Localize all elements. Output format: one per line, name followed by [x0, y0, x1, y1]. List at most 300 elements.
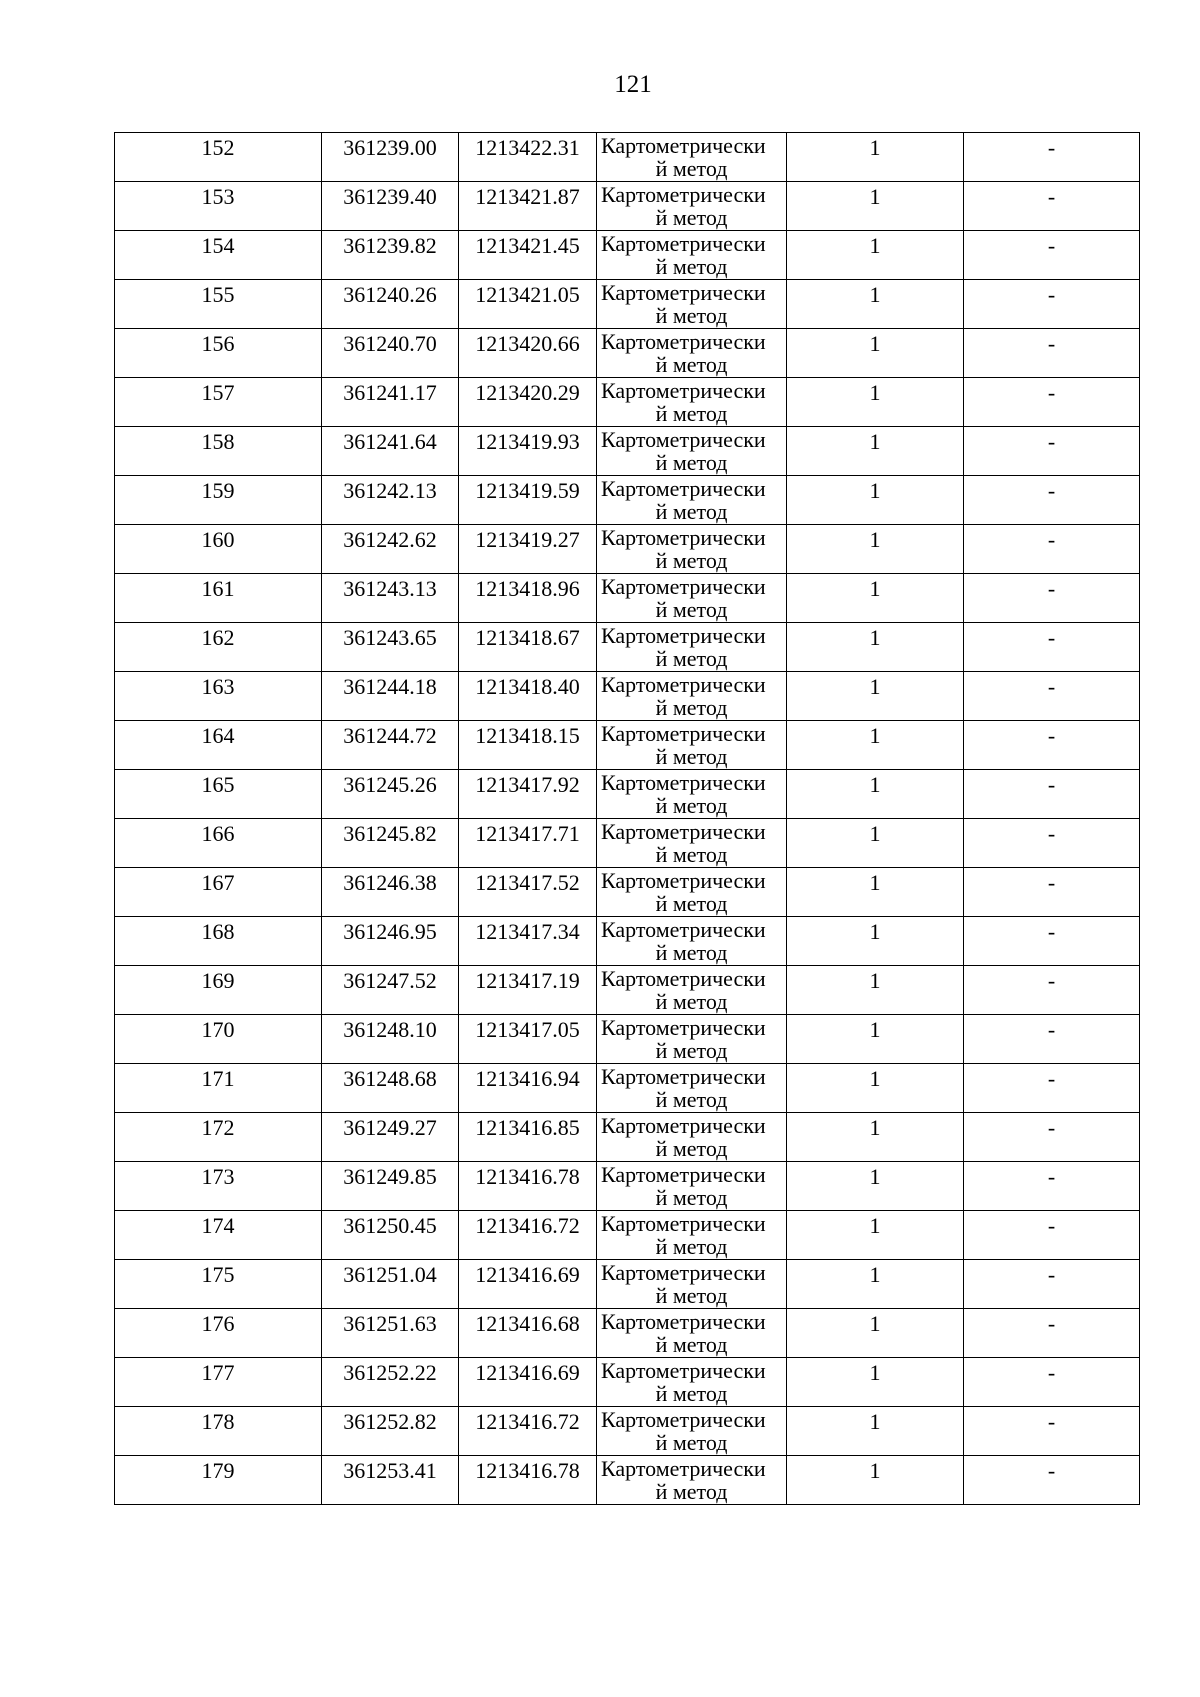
note-cell	[964, 329, 1140, 378]
point-number-cell	[115, 1358, 322, 1407]
x-coordinate-cell	[322, 1113, 459, 1162]
table-row	[115, 1211, 1140, 1260]
method-cell	[597, 1113, 787, 1162]
point-number: 160	[201, 527, 235, 552]
note-value: -	[1047, 576, 1056, 601]
y-coordinate: 1213417.05	[475, 1017, 580, 1042]
table-row	[115, 623, 1140, 672]
x-coordinate-cell	[322, 623, 459, 672]
method-text	[597, 1064, 786, 1112]
accuracy-cell	[787, 133, 964, 182]
method-cell	[597, 770, 787, 819]
note-value: -	[1047, 625, 1056, 650]
point-number: 173	[201, 1164, 235, 1189]
method-cell	[597, 525, 787, 574]
method-cell	[597, 1162, 787, 1211]
point-number-cell	[115, 525, 322, 574]
y-coordinate: 1213420.29	[475, 380, 580, 405]
accuracy-value: 1	[869, 478, 881, 503]
note-value: -	[1047, 527, 1056, 552]
y-coordinate: 1213421.45	[475, 233, 580, 258]
method-line-2: й метод	[655, 303, 728, 328]
x-coordinate-cell	[322, 427, 459, 476]
x-coordinate-cell	[322, 1064, 459, 1113]
note-value: -	[1047, 1458, 1056, 1483]
y-coordinate: 1213416.72	[475, 1409, 580, 1434]
note-value: -	[1047, 1409, 1056, 1434]
accuracy-value: 1	[869, 1262, 881, 1287]
table-row	[115, 1162, 1140, 1211]
method-text	[597, 378, 786, 426]
x-coordinate-cell	[322, 525, 459, 574]
point-number: 170	[201, 1017, 235, 1042]
y-coordinate: 1213416.72	[475, 1213, 580, 1238]
x-coordinate: 361250.45	[343, 1213, 437, 1238]
y-coordinate-cell	[459, 427, 597, 476]
page-number: 121	[614, 71, 652, 98]
point-number-cell	[115, 574, 322, 623]
x-coordinate-cell	[322, 574, 459, 623]
accuracy-cell	[787, 1358, 964, 1407]
method-line-1: Картометрически	[601, 1407, 766, 1432]
note-value: -	[1047, 1311, 1056, 1336]
x-coordinate: 361239.82	[343, 233, 437, 258]
point-number-cell	[115, 1162, 322, 1211]
x-coordinate-cell	[322, 280, 459, 329]
point-number: 168	[201, 919, 235, 944]
point-number: 175	[201, 1262, 235, 1287]
method-line-1: Картометрически	[601, 1113, 766, 1138]
method-cell	[597, 1309, 787, 1358]
note-value: -	[1047, 1115, 1056, 1140]
note-value: -	[1047, 821, 1056, 846]
point-number: 179	[201, 1458, 235, 1483]
method-text	[597, 133, 786, 181]
y-coordinate-cell	[459, 378, 597, 427]
point-number-cell	[115, 476, 322, 525]
method-line-1: Картометрически	[601, 182, 766, 207]
point-number: 165	[201, 772, 235, 797]
accuracy-value: 1	[869, 1311, 881, 1336]
method-text	[597, 770, 786, 818]
x-coordinate: 361239.40	[343, 184, 437, 209]
accuracy-value: 1	[869, 821, 881, 846]
note-cell	[964, 182, 1140, 231]
y-coordinate: 1213417.52	[475, 870, 580, 895]
y-coordinate-cell	[459, 1064, 597, 1113]
accuracy-cell	[787, 721, 964, 770]
point-number-cell	[115, 1015, 322, 1064]
y-coordinate-cell	[459, 231, 597, 280]
method-line-2: й метод	[655, 1087, 728, 1112]
x-coordinate: 361252.22	[343, 1360, 437, 1385]
accuracy-cell	[787, 1162, 964, 1211]
y-coordinate-cell	[459, 1162, 597, 1211]
point-number: 177	[201, 1360, 235, 1385]
point-number-cell	[115, 280, 322, 329]
y-coordinate-cell	[459, 1456, 597, 1505]
accuracy-cell	[787, 1113, 964, 1162]
table-row	[115, 1113, 1140, 1162]
x-coordinate-cell	[322, 1015, 459, 1064]
accuracy-value: 1	[869, 429, 881, 454]
y-coordinate-cell	[459, 280, 597, 329]
y-coordinate: 1213417.71	[475, 821, 580, 846]
point-number: 158	[201, 429, 235, 454]
accuracy-cell	[787, 1015, 964, 1064]
point-number-cell	[115, 427, 322, 476]
x-coordinate-cell	[322, 868, 459, 917]
method-text	[597, 182, 786, 230]
accuracy-value: 1	[869, 772, 881, 797]
method-text	[597, 917, 786, 965]
note-cell	[964, 1162, 1140, 1211]
note-cell	[964, 721, 1140, 770]
method-cell	[597, 1456, 787, 1505]
point-number-cell	[115, 623, 322, 672]
point-number: 176	[201, 1311, 235, 1336]
point-number: 166	[201, 821, 235, 846]
x-coordinate-cell	[322, 1260, 459, 1309]
method-line-2: й метод	[655, 597, 728, 622]
accuracy-value: 1	[869, 674, 881, 699]
method-text	[597, 819, 786, 867]
point-number: 161	[201, 576, 235, 601]
method-line-1: Картометрически	[601, 966, 766, 991]
note-value: -	[1047, 1262, 1056, 1287]
point-number-cell	[115, 1407, 322, 1456]
method-text	[597, 1015, 786, 1063]
method-line-1: Картометрически	[601, 231, 766, 256]
table-row	[115, 868, 1140, 917]
x-coordinate: 361242.13	[343, 478, 437, 503]
method-text	[597, 280, 786, 328]
x-coordinate: 361248.68	[343, 1066, 437, 1091]
accuracy-cell	[787, 574, 964, 623]
accuracy-cell	[787, 280, 964, 329]
method-line-2: й метод	[655, 842, 728, 867]
point-number-cell	[115, 770, 322, 819]
point-number-cell	[115, 133, 322, 182]
x-coordinate-cell	[322, 1211, 459, 1260]
accuracy-cell	[787, 623, 964, 672]
accuracy-cell	[787, 182, 964, 231]
point-number: 174	[201, 1213, 235, 1238]
method-line-1: Картометрически	[601, 378, 766, 403]
method-text	[597, 476, 786, 524]
table-row	[115, 966, 1140, 1015]
method-line-2: й метод	[655, 793, 728, 818]
method-cell	[597, 868, 787, 917]
point-number-cell	[115, 819, 322, 868]
table-row	[115, 1309, 1140, 1358]
accuracy-cell	[787, 476, 964, 525]
x-coordinate-cell	[322, 476, 459, 525]
note-value: -	[1047, 1213, 1056, 1238]
method-text	[597, 329, 786, 377]
coordinates-table	[114, 132, 1140, 1505]
accuracy-value: 1	[869, 625, 881, 650]
point-number: 169	[201, 968, 235, 993]
x-coordinate: 361253.41	[343, 1458, 437, 1483]
note-value: -	[1047, 1066, 1056, 1091]
method-cell	[597, 329, 787, 378]
x-coordinate: 361251.63	[343, 1311, 437, 1336]
point-number-cell	[115, 378, 322, 427]
method-line-2: й метод	[655, 499, 728, 524]
method-line-1: Картометрически	[601, 1015, 766, 1040]
point-number: 153	[201, 184, 235, 209]
point-number: 163	[201, 674, 235, 699]
x-coordinate: 361249.27	[343, 1115, 437, 1140]
method-cell	[597, 917, 787, 966]
point-number-cell	[115, 329, 322, 378]
table-row	[115, 427, 1140, 476]
point-number-cell	[115, 1113, 322, 1162]
accuracy-value: 1	[869, 527, 881, 552]
x-coordinate: 361242.62	[343, 527, 437, 552]
note-value: -	[1047, 478, 1056, 503]
x-coordinate: 361248.10	[343, 1017, 437, 1042]
method-line-1: Картометрически	[601, 1358, 766, 1383]
point-number: 152	[201, 135, 235, 160]
method-cell	[597, 280, 787, 329]
method-text	[597, 966, 786, 1014]
table-row	[115, 1064, 1140, 1113]
note-value: -	[1047, 429, 1056, 454]
method-line-2: й метод	[655, 1136, 728, 1161]
x-coordinate-cell	[322, 1162, 459, 1211]
y-coordinate: 1213420.66	[475, 331, 580, 356]
note-cell	[964, 1064, 1140, 1113]
y-coordinate: 1213416.85	[475, 1115, 580, 1140]
y-coordinate-cell	[459, 476, 597, 525]
point-number: 159	[201, 478, 235, 503]
method-line-2: й метод	[655, 1234, 728, 1259]
accuracy-cell	[787, 329, 964, 378]
method-line-2: й метод	[655, 989, 728, 1014]
x-coordinate-cell	[322, 672, 459, 721]
accuracy-value: 1	[869, 968, 881, 993]
note-cell	[964, 623, 1140, 672]
method-line-1: Картометрически	[601, 329, 766, 354]
y-coordinate: 1213419.27	[475, 527, 580, 552]
x-coordinate: 361243.65	[343, 625, 437, 650]
method-line-2: й метод	[655, 695, 728, 720]
point-number-cell	[115, 672, 322, 721]
x-coordinate: 361245.26	[343, 772, 437, 797]
method-cell	[597, 721, 787, 770]
x-coordinate: 361241.64	[343, 429, 437, 454]
x-coordinate-cell	[322, 329, 459, 378]
note-cell	[964, 133, 1140, 182]
table-row	[115, 917, 1140, 966]
table-row	[115, 819, 1140, 868]
note-value: -	[1047, 331, 1056, 356]
method-line-2: й метод	[655, 1038, 728, 1063]
method-line-2: й метод	[655, 1430, 728, 1455]
accuracy-value: 1	[869, 380, 881, 405]
x-coordinate: 361246.38	[343, 870, 437, 895]
y-coordinate: 1213416.68	[475, 1311, 580, 1336]
x-coordinate: 361245.82	[343, 821, 437, 846]
y-coordinate-cell	[459, 1407, 597, 1456]
x-coordinate-cell	[322, 770, 459, 819]
x-coordinate: 361247.52	[343, 968, 437, 993]
accuracy-cell	[787, 1064, 964, 1113]
point-number-cell	[115, 966, 322, 1015]
y-coordinate: 1213417.19	[475, 968, 580, 993]
y-coordinate: 1213421.87	[475, 184, 580, 209]
accuracy-value: 1	[869, 282, 881, 307]
method-line-2: й метод	[655, 450, 728, 475]
x-coordinate-cell	[322, 721, 459, 770]
point-number-cell	[115, 917, 322, 966]
note-value: -	[1047, 772, 1056, 797]
method-text	[597, 231, 786, 279]
note-value: -	[1047, 919, 1056, 944]
note-value: -	[1047, 870, 1056, 895]
method-cell	[597, 1211, 787, 1260]
accuracy-cell	[787, 868, 964, 917]
accuracy-value: 1	[869, 723, 881, 748]
accuracy-value: 1	[869, 331, 881, 356]
method-text	[597, 574, 786, 622]
accuracy-cell	[787, 770, 964, 819]
table-row	[115, 672, 1140, 721]
method-cell	[597, 623, 787, 672]
method-line-1: Картометрически	[601, 133, 766, 158]
table-row	[115, 525, 1140, 574]
method-cell	[597, 1358, 787, 1407]
method-line-1: Картометрически	[601, 917, 766, 942]
y-coordinate: 1213416.69	[475, 1262, 580, 1287]
accuracy-cell	[787, 672, 964, 721]
method-text	[597, 1358, 786, 1406]
note-cell	[964, 819, 1140, 868]
note-cell	[964, 770, 1140, 819]
note-cell	[964, 280, 1140, 329]
method-text	[597, 721, 786, 769]
note-cell	[964, 672, 1140, 721]
method-cell	[597, 231, 787, 280]
note-cell	[964, 1309, 1140, 1358]
method-text	[597, 1211, 786, 1259]
method-line-1: Картометрически	[601, 1162, 766, 1187]
method-cell	[597, 1064, 787, 1113]
table-row	[115, 1015, 1140, 1064]
accuracy-value: 1	[869, 870, 881, 895]
x-coordinate: 361239.00	[343, 135, 437, 160]
point-number: 154	[201, 233, 235, 258]
accuracy-value: 1	[869, 135, 881, 160]
table-row	[115, 133, 1140, 182]
point-number: 178	[201, 1409, 235, 1434]
note-value: -	[1047, 282, 1056, 307]
accuracy-cell	[787, 966, 964, 1015]
x-coordinate-cell	[322, 819, 459, 868]
y-coordinate: 1213419.93	[475, 429, 580, 454]
accuracy-value: 1	[869, 1164, 881, 1189]
accuracy-value: 1	[869, 1066, 881, 1091]
method-cell	[597, 133, 787, 182]
note-cell	[964, 378, 1140, 427]
method-cell	[597, 966, 787, 1015]
note-cell	[964, 1211, 1140, 1260]
accuracy-value: 1	[869, 1017, 881, 1042]
point-number-cell	[115, 1211, 322, 1260]
note-cell	[964, 1113, 1140, 1162]
accuracy-cell	[787, 1211, 964, 1260]
x-coordinate: 361243.13	[343, 576, 437, 601]
y-coordinate-cell	[459, 770, 597, 819]
method-text	[597, 427, 786, 475]
y-coordinate-cell	[459, 1309, 597, 1358]
note-cell	[964, 1407, 1140, 1456]
accuracy-cell	[787, 525, 964, 574]
method-line-1: Картометрически	[601, 819, 766, 844]
y-coordinate-cell	[459, 574, 597, 623]
accuracy-value: 1	[869, 576, 881, 601]
table-row	[115, 378, 1140, 427]
method-line-1: Картометрически	[601, 427, 766, 452]
x-coordinate: 361244.72	[343, 723, 437, 748]
x-coordinate-cell	[322, 378, 459, 427]
y-coordinate-cell	[459, 819, 597, 868]
y-coordinate-cell	[459, 1015, 597, 1064]
accuracy-value: 1	[869, 233, 881, 258]
y-coordinate: 1213416.94	[475, 1066, 580, 1091]
table-row	[115, 182, 1140, 231]
accuracy-cell	[787, 231, 964, 280]
method-cell	[597, 182, 787, 231]
y-coordinate: 1213416.78	[475, 1458, 580, 1483]
note-cell	[964, 525, 1140, 574]
y-coordinate: 1213422.31	[475, 135, 580, 160]
y-coordinate: 1213418.96	[475, 576, 580, 601]
note-cell	[964, 1358, 1140, 1407]
y-coordinate-cell	[459, 1260, 597, 1309]
accuracy-value: 1	[869, 1115, 881, 1140]
accuracy-cell	[787, 819, 964, 868]
method-line-1: Картометрически	[601, 1260, 766, 1285]
x-coordinate-cell	[322, 1407, 459, 1456]
method-line-2: й метод	[655, 940, 728, 965]
y-coordinate-cell	[459, 182, 597, 231]
accuracy-value: 1	[869, 1360, 881, 1385]
x-coordinate: 361251.04	[343, 1262, 437, 1287]
method-line-2: й метод	[655, 891, 728, 916]
note-cell	[964, 966, 1140, 1015]
y-coordinate-cell	[459, 721, 597, 770]
method-cell	[597, 1015, 787, 1064]
y-coordinate: 1213418.15	[475, 723, 580, 748]
method-line-1: Картометрически	[601, 1211, 766, 1236]
y-coordinate: 1213417.34	[475, 919, 580, 944]
note-cell	[964, 917, 1140, 966]
x-coordinate-cell	[322, 1456, 459, 1505]
method-line-1: Картометрически	[601, 525, 766, 550]
table-row	[115, 1260, 1140, 1309]
y-coordinate: 1213418.67	[475, 625, 580, 650]
method-line-2: й метод	[655, 1185, 728, 1210]
method-text	[597, 1456, 786, 1504]
point-number-cell	[115, 721, 322, 770]
y-coordinate: 1213419.59	[475, 478, 580, 503]
accuracy-cell	[787, 1407, 964, 1456]
point-number: 162	[201, 625, 235, 650]
y-coordinate-cell	[459, 525, 597, 574]
